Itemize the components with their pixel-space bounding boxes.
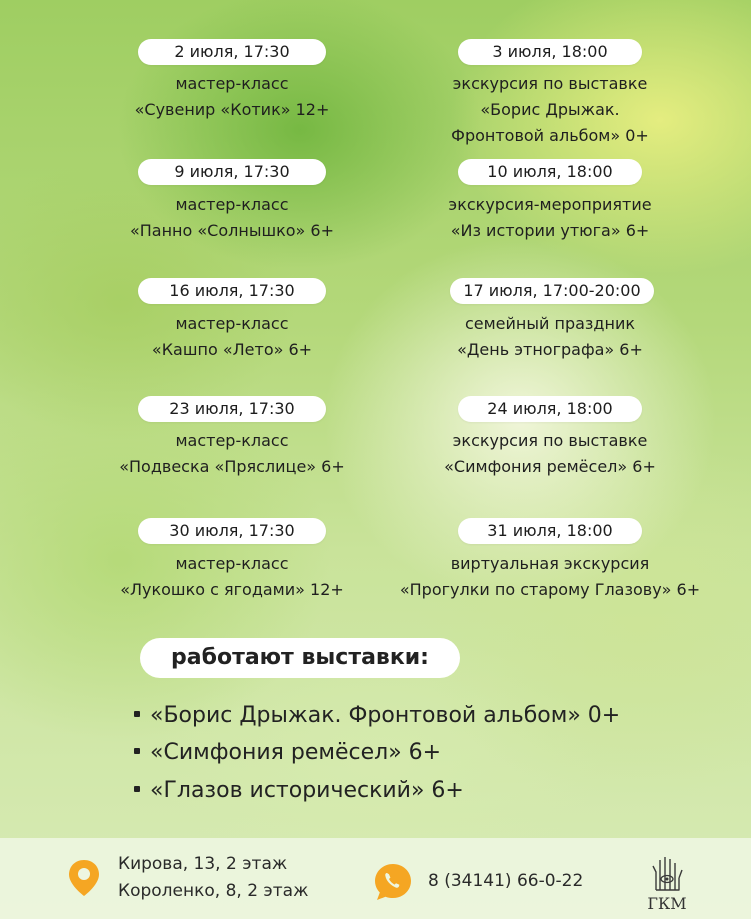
event-date: 16 июля, 17:30: [138, 278, 326, 304]
exhibition-title: «Борис Дрыжак. Фронтовой альбом» 0+: [150, 703, 621, 728]
event-type: мастер-класс: [175, 431, 289, 450]
event-date: 9 июля, 17:30: [138, 159, 326, 185]
location-pin-icon: [66, 858, 102, 898]
bullet-icon: [134, 748, 140, 754]
event-description: [82, 311, 382, 363]
event-date: 2 июля, 17:30: [138, 39, 326, 65]
exhibition-item: [134, 738, 441, 768]
event-title: «День этнографа» 6+: [457, 340, 643, 359]
event-title: «Подвеска «Пряслице» 6+: [119, 457, 345, 476]
event-title: «Из истории утюга» 6+: [450, 221, 650, 240]
event-title: «Симфония ремёсел» 6+: [444, 457, 656, 476]
event-type: семейный праздник: [464, 314, 636, 333]
event-date: 10 июля, 18:00: [458, 159, 642, 185]
event-description: [400, 192, 700, 244]
event-description: [82, 71, 382, 123]
event-date: 23 июля, 17:30: [138, 396, 326, 422]
exhibition-item: [134, 701, 620, 731]
event-title: «Лукошко с ягодами» 12+: [120, 580, 344, 599]
logo-text: ГКМ: [647, 894, 687, 913]
exhibition-title: «Симфония ремёсел» 6+: [150, 740, 442, 765]
event-date: 17 июля, 17:00-20:00: [450, 278, 654, 304]
event-type: мастер-класс: [175, 314, 289, 333]
exhibition-item: [134, 776, 464, 806]
event-type: мастер-класс: [175, 554, 289, 573]
event-title: «Сувенир «Котик» 12+: [134, 100, 330, 119]
event-description: [380, 551, 720, 603]
event-title-cont: Фронтовой альбом» 0+: [451, 126, 649, 145]
footer: [0, 838, 751, 919]
address-line: Короленко, 8, 2 этаж: [118, 881, 309, 901]
event-description: [82, 428, 382, 480]
event-title: «Борис Дрыжак.: [480, 100, 620, 119]
event-title: «Панно «Солнышко» 6+: [129, 221, 335, 240]
event-description: [82, 192, 382, 244]
event-title: «Прогулки по старому Глазову» 6+: [399, 580, 701, 599]
event-description: [82, 551, 382, 603]
event-title: «Кашпо «Лето» 6+: [151, 340, 313, 359]
event-description: [400, 428, 700, 480]
bullet-icon: [134, 711, 140, 717]
event-type: виртуальная экскурсия: [450, 554, 650, 573]
event-description: [400, 71, 700, 149]
phone-chat-icon: [372, 861, 414, 903]
gkm-logo: [644, 852, 690, 914]
event-type: мастер-класс: [175, 74, 289, 93]
hand-logo-icon: [644, 852, 690, 894]
address-line: Кирова, 13, 2 этаж: [118, 854, 288, 874]
exhibition-title: «Глазов исторический» 6+: [150, 778, 464, 803]
event-description: [400, 311, 700, 363]
event-type: экскурсия по выставке: [452, 431, 648, 450]
event-type: мастер-класс: [175, 195, 289, 214]
exhibitions-heading: работают выставки:: [140, 638, 460, 678]
phone-number: 8 (34141) 66-0-22: [428, 871, 584, 891]
bullet-icon: [134, 786, 140, 792]
event-type: экскурсия по выставке: [452, 74, 648, 93]
event-date: 3 июля, 18:00: [458, 39, 642, 65]
event-date: 24 июля, 18:00: [458, 396, 642, 422]
event-date: 30 июля, 17:30: [138, 518, 326, 544]
event-date: 31 июля, 18:00: [458, 518, 642, 544]
event-type: экскурсия-мероприятие: [448, 195, 652, 214]
